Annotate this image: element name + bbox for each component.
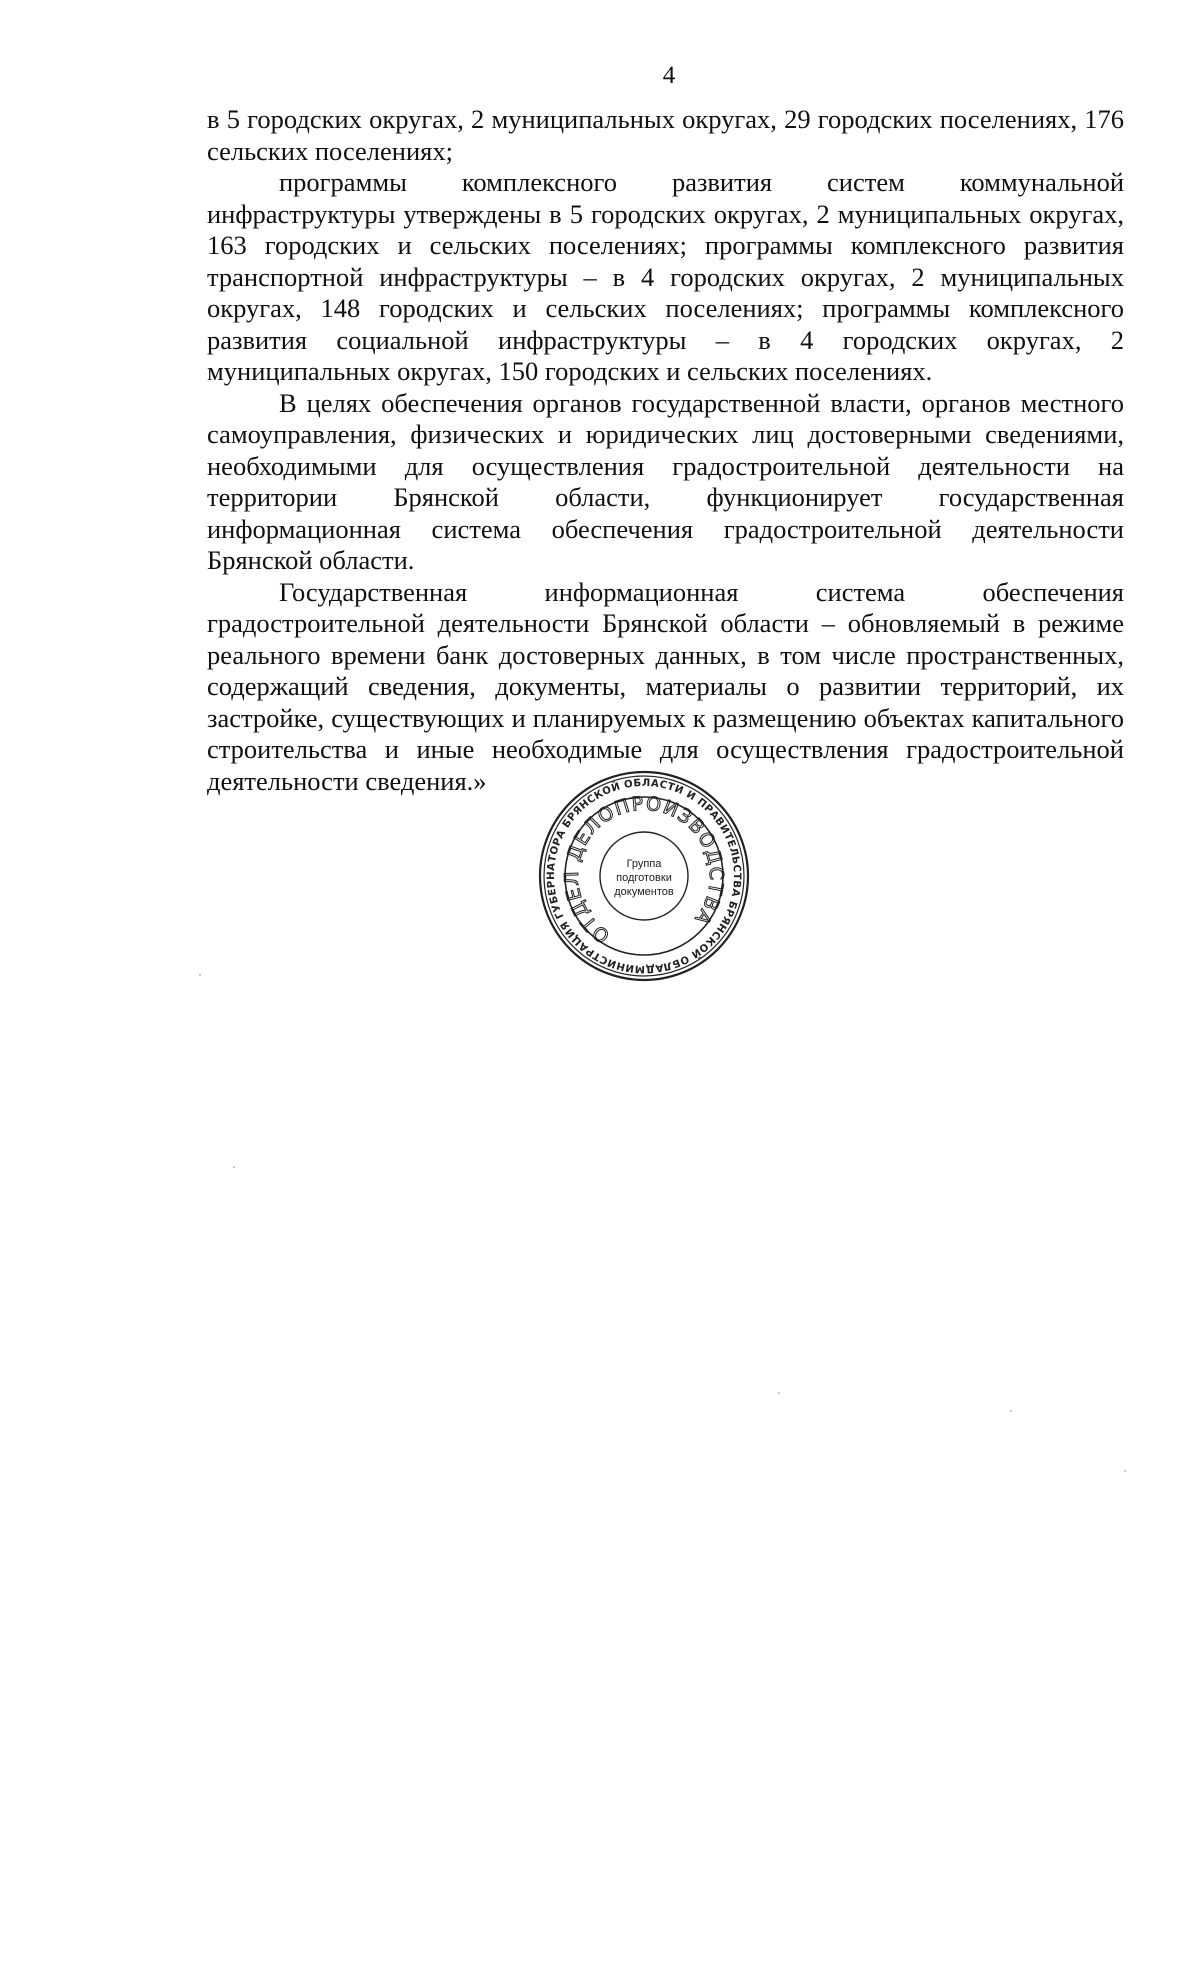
scan-speck [199,974,201,976]
paragraph-3: В целях обеспечения органов государственной власти, органов местного самоуправления, физических и юридических лиц достоверными сведениями, необходимыми для осуществления градостроительной деятельности на территории Брянской области, функционирует государственная информационная система обеспечения градостроительной деятельности Брянской области. [207,387,1124,575]
stamp-outer-text: АДМИНИСТРАЦИЯ ГУБЕРНАТОРА БРЯНСКОЙ ОБЛАСТИ И ПРАВИТЕЛЬСТВА БРЯНСКОЙ ОБЛАСТИ [545,777,743,975]
scan-speck [1124,1470,1126,1472]
stamp-center-line-2: подготовки [616,872,672,884]
stamp-middle-text: ОТДЕЛ ДЕЛОПРОИЗВОДСТВА [560,792,728,948]
paragraph-1: в 5 городских округах, 2 муниципальных округах, 29 городских поселениях, 176 сельских поселениях; [207,104,1124,166]
page-number: 4 [662,62,676,89]
body-text [207,104,1124,797]
stamp-center-line-3: документов [614,886,674,898]
paragraph-4: Государственная информационная система обеспечения градостроительной деятельности Брянской области – обновляемый в режиме реального времени банк достоверных данных, в том числе пространственных, содержащий сведения, документы, материалы о развитии территорий, их застройке, существующих и планируемых к размещению объектах капитального строительства и иные необходимые для осуществления градостроительной деятельности сведения.» [207,576,1124,796]
scan-speck [233,1166,235,1168]
official-stamp [536,768,752,984]
scan-speck [778,1392,780,1394]
paragraph-2: программы комплексного развития систем коммунальной инфраструктуры утверждены в 5 городских округах, 2 муниципальных округах, 163 городских и сельских поселениях; программы комплексного развития транспортной инфраструктуры – в 4 городских округах, 2 муниципальных округах, 148 городских и сельских поселениях; программы комплексного развития социальной инфраструктуры – в 4 городских округах, 2 муниципальных округах, 150 городских и сельских поселениях. [207,167,1124,386]
stamp-center-line-1: Группа [626,858,662,870]
scan-speck [1010,1410,1012,1412]
